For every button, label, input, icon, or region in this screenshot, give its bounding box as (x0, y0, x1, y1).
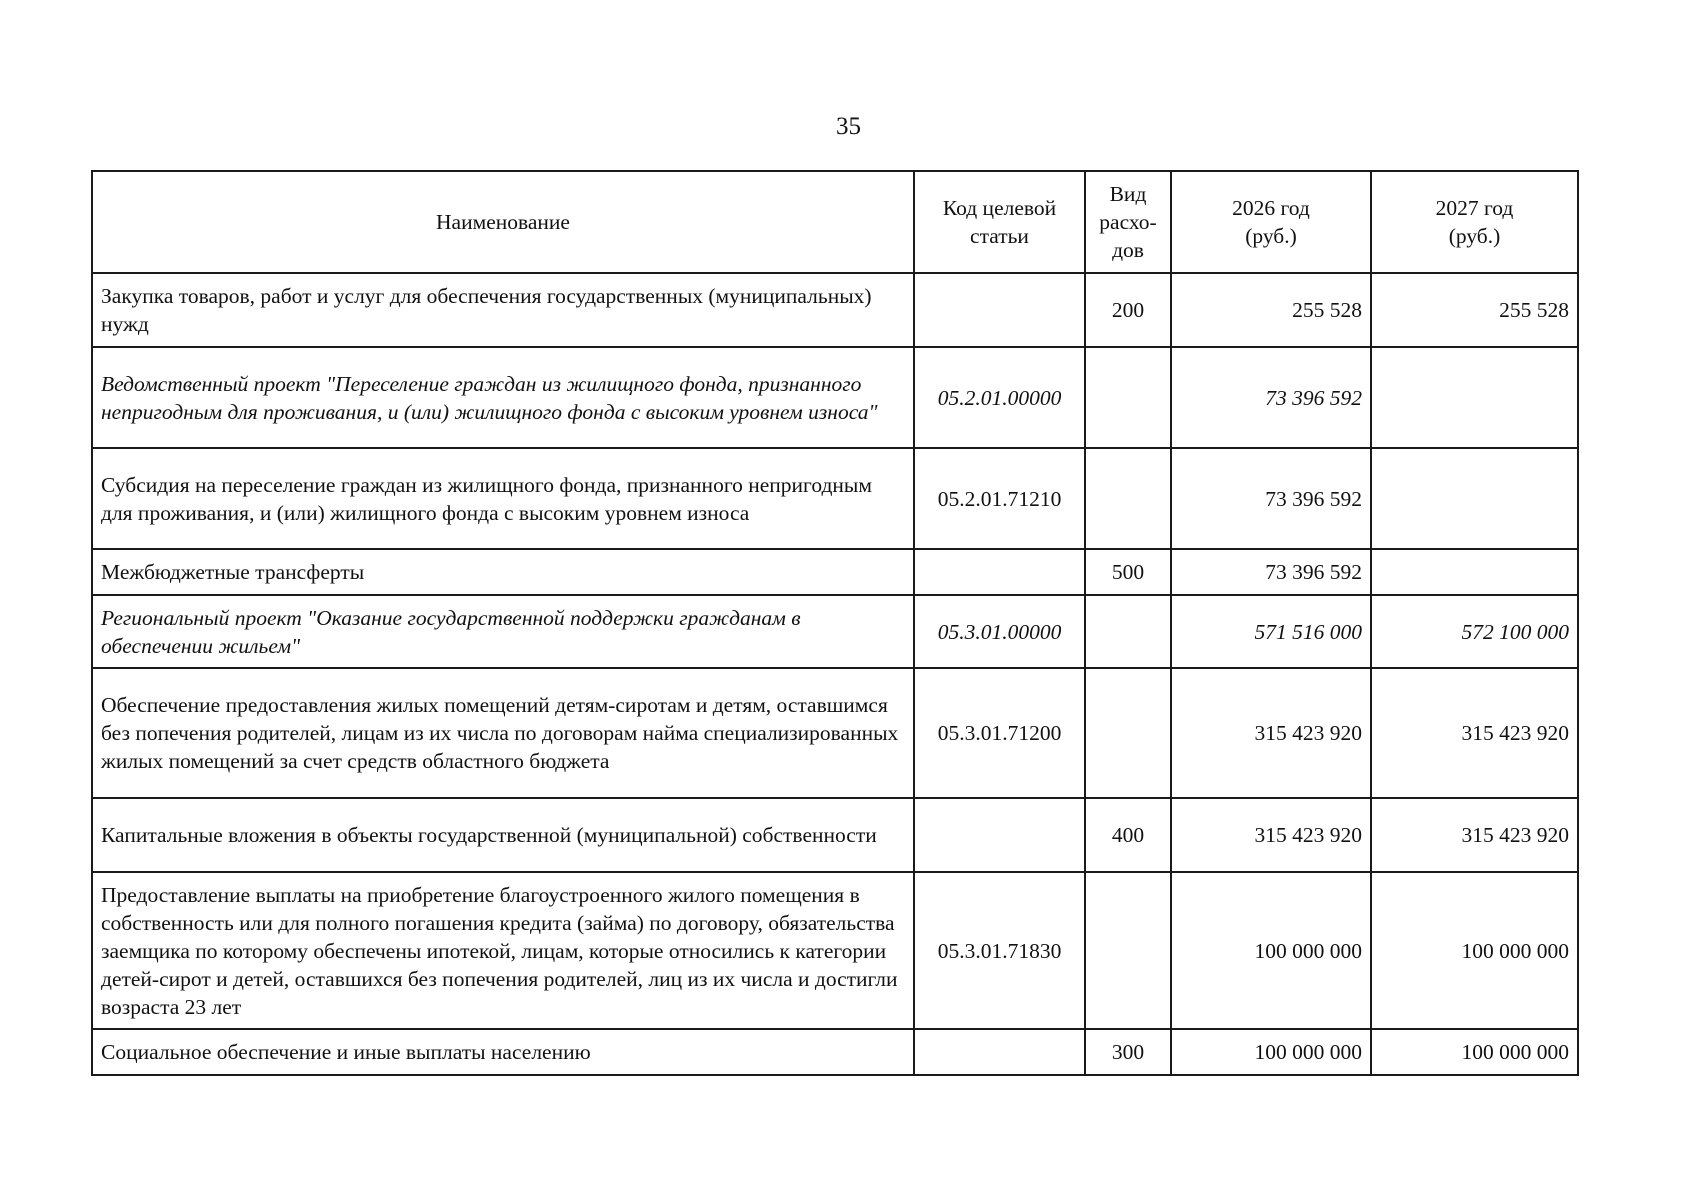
row-amount-2026: 73 396 592 (1171, 448, 1371, 549)
table-row (92, 1029, 1578, 1075)
row-amount-2026: 100 000 000 (1171, 1029, 1371, 1075)
header-2027-line2: (руб.) (1448, 224, 1501, 248)
row-code: 05.3.01.71200 (914, 668, 1085, 798)
header-code (914, 171, 1085, 273)
header-2026-line2: (руб.) (1245, 224, 1297, 248)
row-kind (1085, 668, 1171, 798)
table-row (92, 448, 1578, 549)
row-name: Межбюджетные трансферты (92, 549, 914, 595)
table-row (92, 347, 1578, 448)
row-name: Ведомственный проект "Переселение граждан из жилищного фонда, признанного непригодным для проживания, и (или) жилищного фонда с высоким уровнем износа" (92, 347, 914, 448)
page-number: 35 (836, 113, 861, 140)
header-kind-line2: расхо- (1099, 210, 1157, 234)
header-code-line2: статьи (970, 224, 1029, 248)
row-name: Региональный проект "Оказание государственной поддержки гражданам в обеспечении жильем" (92, 595, 914, 668)
row-kind: 200 (1085, 273, 1171, 347)
row-amount-2027: 255 528 (1371, 273, 1578, 347)
row-amount-2026: 73 396 592 (1171, 347, 1371, 448)
table-row (92, 872, 1578, 1029)
row-code (914, 1029, 1085, 1075)
table-row (92, 595, 1578, 668)
table-body (92, 273, 1578, 1075)
table-row (92, 549, 1578, 595)
table-row (92, 273, 1578, 347)
row-code (914, 273, 1085, 347)
row-amount-2027: 100 000 000 (1371, 1029, 1578, 1075)
row-name: Закупка товаров, работ и услуг для обеспечения государственных (муниципальных) нужд (92, 273, 914, 347)
header-kind-line1: Вид (1109, 182, 1147, 206)
table-header (92, 171, 1578, 273)
table-row (92, 668, 1578, 798)
table-row (92, 798, 1578, 872)
row-name: Обеспечение предоставления жилых помещений детям-сиротам и детям, оставшимся без попечения родителей, лицам из их числа по договорам найма специализированных жилых помещений за счет средств областного бюджета (92, 668, 914, 798)
header-name (92, 171, 914, 273)
row-name: Социальное обеспечение и иные выплаты населению (92, 1029, 914, 1075)
header-kind-line3: дов (1112, 238, 1144, 262)
row-amount-2026: 100 000 000 (1171, 872, 1371, 1029)
row-amount-2026: 315 423 920 (1171, 798, 1371, 872)
header-2027 (1371, 171, 1578, 273)
row-kind: 500 (1085, 549, 1171, 595)
row-amount-2026: 73 396 592 (1171, 549, 1371, 595)
header-code-line1: Код целевой (942, 196, 1057, 220)
row-kind (1085, 872, 1171, 1029)
row-code (914, 798, 1085, 872)
budget-table (91, 170, 1579, 1076)
row-kind (1085, 448, 1171, 549)
row-amount-2027: 315 423 920 (1371, 668, 1578, 798)
row-amount-2027: 572 100 000 (1371, 595, 1578, 668)
header-2026-line1: 2026 год (1232, 196, 1310, 220)
row-amount-2027 (1371, 448, 1578, 549)
row-kind: 400 (1085, 798, 1171, 872)
row-code: 05.3.01.71830 (914, 872, 1085, 1029)
header-kind (1085, 171, 1171, 273)
row-code: 05.3.01.00000 (914, 595, 1085, 668)
row-amount-2027 (1371, 347, 1578, 448)
row-amount-2027: 315 423 920 (1371, 798, 1578, 872)
row-name: Капитальные вложения в объекты государственной (муниципальной) собственности (92, 798, 914, 872)
row-amount-2026: 571 516 000 (1171, 595, 1371, 668)
row-amount-2026: 315 423 920 (1171, 668, 1371, 798)
row-amount-2026: 255 528 (1171, 273, 1371, 347)
header-2027-line1: 2027 год (1435, 196, 1514, 220)
row-name: Предоставление выплаты на приобретение благоустроенного жилого помещения в собственность или для полного погашения кредита (займа) по договору, обязательства заемщика по которому обеспечены ипотекой, лицам, которые относились к категории детей-сирот и детей, оставшихся без попечения родителей, лиц из их числа и достигли возраста 23 лет (92, 872, 914, 1029)
row-kind: 300 (1085, 1029, 1171, 1075)
header-name-label: Наименование (436, 210, 570, 234)
row-code: 05.2.01.00000 (914, 347, 1085, 448)
row-amount-2027: 100 000 000 (1371, 872, 1578, 1029)
row-name: Субсидия на переселение граждан из жилищного фонда, признанного непригодным для проживания, и (или) жилищного фонда с высоким уровнем износа (92, 448, 914, 549)
row-amount-2027 (1371, 549, 1578, 595)
header-row (92, 171, 1578, 273)
header-2026 (1171, 171, 1371, 273)
row-kind (1085, 347, 1171, 448)
row-code: 05.2.01.71210 (914, 448, 1085, 549)
row-code (914, 549, 1085, 595)
row-kind (1085, 595, 1171, 668)
